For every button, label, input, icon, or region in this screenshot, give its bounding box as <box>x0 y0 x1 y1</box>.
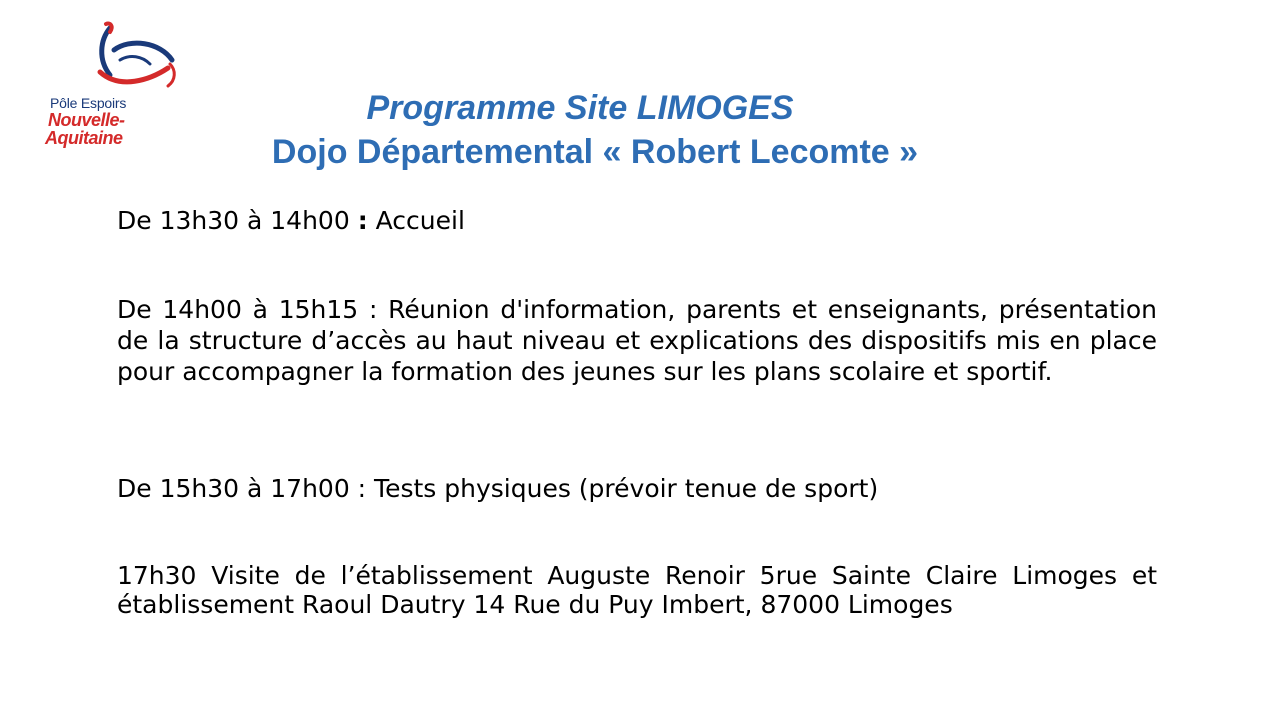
logo-line-nouvelle: Nouvelle- <box>48 110 125 130</box>
judoka-logo-icon <box>80 20 180 96</box>
schedule-item-tests: De 15h30 à 17h00 : Tests physiques (prévoir tenue de sport) <box>117 474 879 503</box>
title-block <box>190 86 1270 174</box>
logo-line-pole-espoirs: Pôle Espoirs <box>50 95 127 111</box>
schedule-item-visite: 17h30 Visite de l’établissement Auguste Renoir 5rue Sainte Claire Limoges et établissement Raoul Dautry 14 Rue du Puy Imbert, 87000 Limoges <box>117 561 1157 619</box>
schedule-item-reunion: De 14h00 à 15h15 : Réunion d'information, parents et enseignants, présentation de la structure d’accès au haut niveau et explications des dispositifs mis en place pour accompagner la formation des jeunes sur les plans scolaire et sportif. <box>117 295 1157 386</box>
accueil-time: De 13h30 à 14h00 <box>117 206 358 235</box>
title-dojo: Dojo Départemental « Robert Lecomte » <box>271 133 919 171</box>
schedule-item-accueil <box>117 206 1157 236</box>
accueil-colon: : <box>357 206 368 235</box>
accueil-text: Accueil <box>367 206 465 235</box>
logo-line-aquitaine: Aquitaine <box>45 128 123 148</box>
title-programme: Programme Site LIMOGES <box>366 89 794 127</box>
